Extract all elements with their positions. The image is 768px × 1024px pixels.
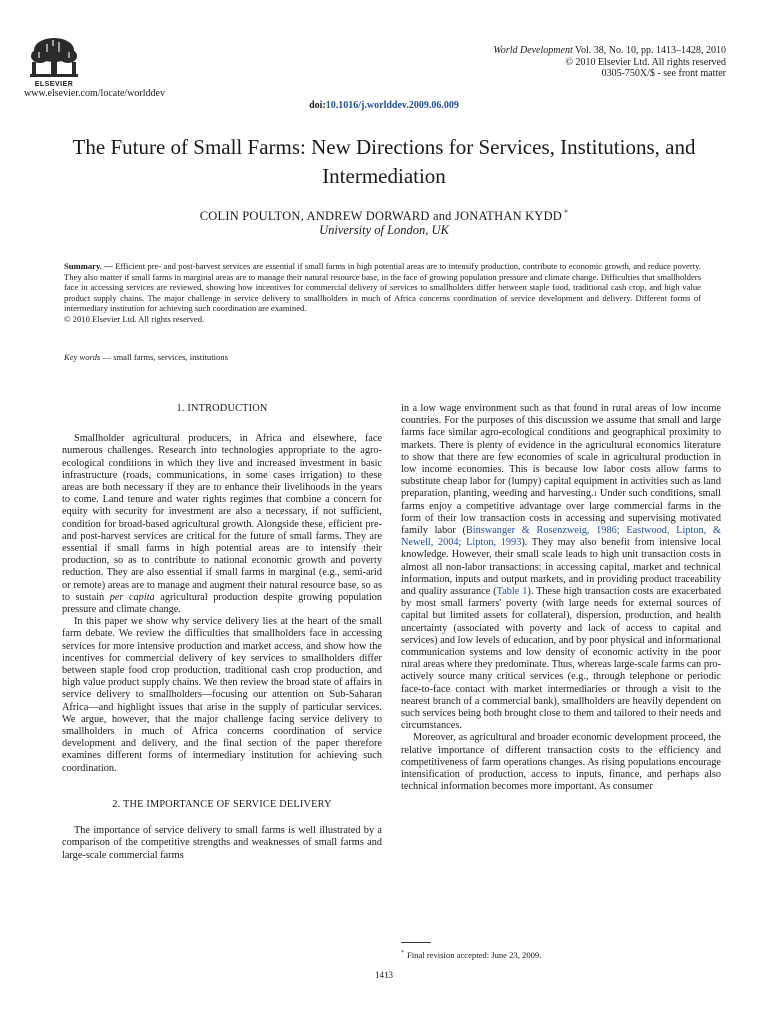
doi-label: doi: [309,100,326,111]
table-1-link[interactable]: Table 1 [496,586,528,598]
right-p1-part-b: Under such conditions, small farms enjoy a competitive advantage over large commercial farms in the form of their low transaction costs in accessing and supervising motivated family labor ( [401,488,721,537]
abstract [64,261,701,324]
citation-volume: Vol. 38, No. 10, pp. 1413–1428, 2010 [572,45,726,56]
tree-logo-icon [24,36,84,80]
keywords [64,352,228,362]
journal-url-link[interactable]: www.elsevier.com/locate/worlddev [24,88,165,99]
copyright-line: © 2010 Elsevier Ltd. All rights reserved [565,56,726,68]
left-column [62,403,382,862]
authors-text: COLIN POULTON, ANDREW DORWARD and JONATHAN KYDD [199,209,563,224]
abstract-label: Summary. — [64,261,113,271]
intro-paragraph-1 [62,433,382,616]
page-number: 1413 [375,970,393,980]
section-heading-service-delivery: 2. THE IMPORTANCE OF SERVICE DELIVERY [112,798,332,810]
right-p1-part-d: ). These high transaction costs are exacerbated by most small farmers' poverty (with large needs for external sources of capital but limited assets for collateral), dispersion, production, and health uncertainty (associated with poverty and lack of access to capital and services) and low levels of education, and by poor physical and informational communication systems and low density of economic activity in the poor rural areas where they predominate. Thus, whereas large-scale farms can pro-actively source many critical services (e.g., through telephone or periodic face-to-face contact with market intermediaries or through a visit to the nearest branch of a commercial bank), smallholders are heavily dependent on such services being both brought close to them and tailored to their needs and circumstances. [401,586,722,732]
issn-line: 0305-750X/$ - see front matter [601,68,726,79]
publisher-logo [24,36,84,88]
footnote [401,950,541,960]
abstract-text [64,261,701,314]
keywords-label: Key words [64,352,101,362]
intro-paragraph-2: In this paper we show why service delivery lies at the heart of the small farm debate. We review the difficulties that smallholders face in accessing services for more intensive production and market access, and show how the incentives for commercial delivery of key services to smallholders differ between staple food crop production, traditional cash crop production, and high value product supply chains. We then review the broad state of affairs in service delivery to smallholders—focusing our attention on Sub-Saharan Africa—and highlight issues that arise in the supply of particular services. We argue, however, that the major challenge facing service delivery to smallholders in much of Africa concerns coordination of service development and delivery, and the final section of the paper therefore examines different forms of intermediary institution for achieving such coordination. [62,616,382,774]
doi-link[interactable]: 10.1016/j.worlddev.2009.06.009 [325,100,459,111]
abstract-body: Efficient pre- and post-harvest services are essential if small farms in high potential areas are to intensify production, contribute to economic growth, and reduce poverty. They also matter if small farms in marginal areas are to manage their natural resource base, in the face of growing population pressure and climate change. Difficulties that smallholders face in accessing services are reviewed, showing how incentives for commercial delivery of services to smallholders differ between staple food, traditional cash crop, and high value product supply chains. The major challenge in service delivery to smallholders in much of Africa concerns coordination of service development and delivery. Different forms of intermediary institution for achieving such coordination are examined. [64,261,701,313]
keywords-list: — small farms, services, institutions [100,352,228,362]
author-list [0,208,768,224]
right-p1-part-a: in a low wage environment such as that found in rural areas of low income countries. For the purposes of this discussion we assume that small and large farms face similar agro-ecological conditions and geographical proximity to markets. There is plenty of evidence in the agricultural economics literature to show that there are few economies of scale in agricultural production in low income economies. This is because low labor costs allow farms to substitute cheap labor for (lumpy) capital equipment in activities such as land preparation, planting, weeding and harvesting. [401,403,721,500]
publisher-name: ELSEVIER [34,81,74,88]
section-heading-introduction: 1. INTRODUCTION [176,403,268,414]
footnote-mark: * [401,950,404,957]
doi-line [0,100,768,111]
footnote-divider [401,942,431,943]
intro-p1-end: agricultural production despite growing population pressure and climate change. [62,591,383,616]
intro-p1-emphasis: per capita [109,591,155,603]
service-paragraph-1: The importance of service delivery to small farms is well illustrated by a comparison of the competitive strengths and weaknesses of small farms and large-scale commercial farms [62,825,382,861]
citation-block [493,45,726,80]
citation-link-binswanger[interactable]: Binswanger & Rosenzweig, 1986; Eastwood, Lipton, & Newell, 2004; Lipton, 1993 [401,525,721,549]
footnote-ref-1[interactable]: 1 [593,490,598,499]
footnote-text: Final revision accepted: June 23, 2009. [407,950,542,960]
article-title: The Future of Small Farms: New Directions for Services, Institutions, and Intermediation [72,135,696,188]
abstract-copyright: © 2010 Elsevier Ltd. All rights reserved. [64,313,205,324]
citation-line [493,45,726,57]
right-paragraph-2: Moreover, as agricultural and broader economic development proceed, the relative importance of different transaction costs to the efficiency and competitiveness of farm operations changes. As rising populations encourage intensification of production, access to inputs, finance, and perhaps also technical information becomes more important. As consumer [401,732,721,793]
right-column [401,403,721,794]
author-affiliation: University of London, UK [319,223,449,237]
journal-name: World Development [493,45,573,56]
right-p1-part-c: ). They may also benefit from intensive local knowledge. However, their small scale leads to high unit transaction costs in almost all non-labor transactions: in accessing capital, market and technical information, inputs and output markets, and in providing product traceability and quality assurance ( [401,537,721,598]
intro-p1-text: Smallholder agricultural producers, in Africa and elsewhere, face numerous challenges. Research into technologies appropriate to the agro-ecological conditions in which they live and increased investment in basic infrastructure (roads, communications, in some cases irrigation) to these areas are both necessary if they are to enhance their livelihoods in the years to come. Land tenure and water rights regimes that combine a concern for equity with security for investment are also a necessary, if not sufficient, condition for broad-based agricultural growth. Alongside these, efficient pre- and post-harvest services are critical for the future of small farms. They are essential if small farms in high potential areas are to intensify their production, so as to contribute to national economic growth and poverty reduction. They are also essential if small farms in marginal (e.g., semi-arid or remote) areas are to manage and augment their natural resource base, so as to sustain [62,433,382,603]
author-note-mark[interactable]: * [564,208,569,217]
right-paragraph-1 [401,403,721,732]
